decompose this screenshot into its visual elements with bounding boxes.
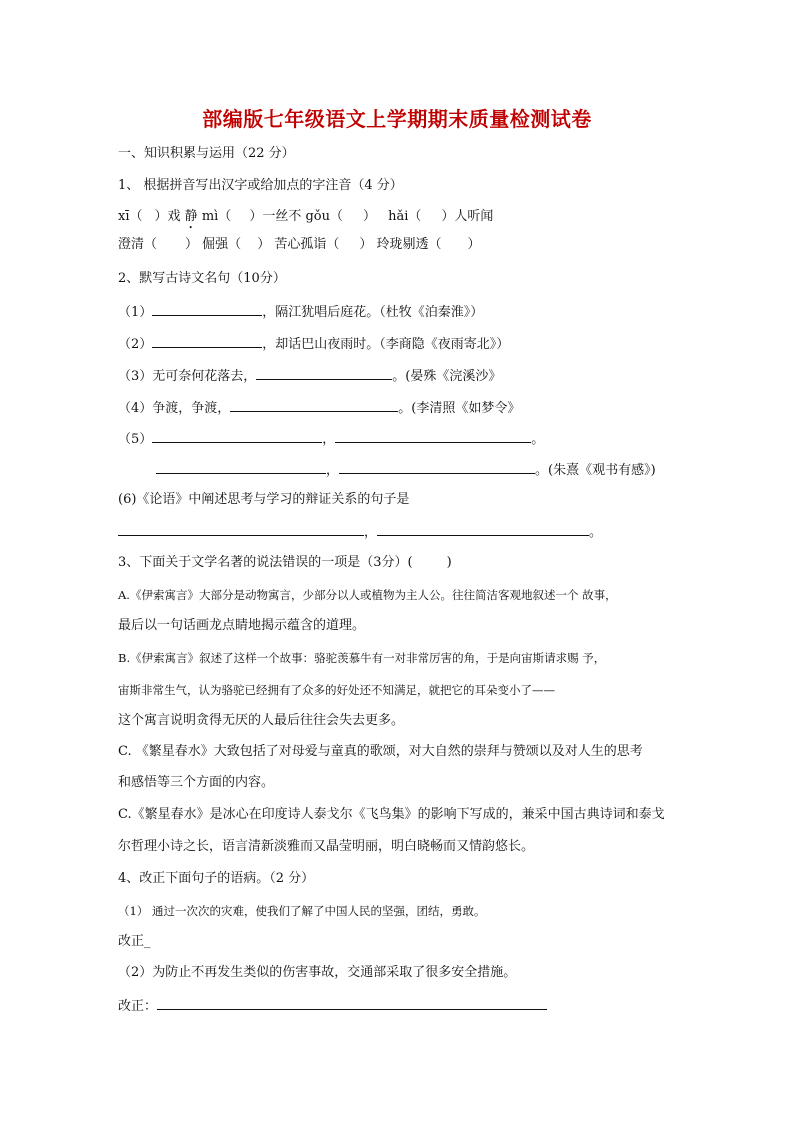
option-b-line-2: 宙斯非常生气，认为骆驼已经拥有了众多的好处还不知满足，就把它的耳朵变小了—— [118, 683, 555, 697]
answer-blank[interactable] [118, 522, 364, 536]
answer-blank[interactable] [152, 429, 322, 443]
option-c-line-1: C. 《繁星春水》大致包括了对母爱与童真的歌颂，对大自然的崇拜与赞颂以及对人生的思考 [118, 744, 643, 759]
question-1-row-1: xī（ ）戏 静 mì（ ）一丝不 gǒu（ ） hǎi（ ）人听闻 [118, 209, 494, 224]
question-4-heading: 4、改正下面句子的语病。（2 分） [118, 871, 315, 886]
answer-blank[interactable] [152, 334, 262, 348]
section-heading: 一、知识积累与运用（22 分） [118, 146, 295, 161]
question-1-row-2: 澄清（ ） 倔强（ ） 苦心孤诣（ ） 玲珑剔透（ ） [118, 237, 481, 252]
answer-blank[interactable] [157, 996, 547, 1010]
option-b-line-1: B.《伊索寓言》叙述了这样一个故事：骆驼羡慕牛有一对非常厉害的角，于是向宙斯请求赐 予， [118, 651, 606, 665]
answer-blank[interactable] [152, 302, 262, 316]
answer-blank[interactable] [377, 522, 589, 536]
correction-1: 改正_ [118, 934, 151, 949]
option-b-line-3: 这个寓言说明贪得无厌的人最后往往会失去更多。 [118, 713, 405, 728]
correction-2: 改正： [118, 996, 547, 1016]
answer-blank[interactable] [335, 429, 531, 443]
poem-line-5b: ， 。(朱熹《观书有感》) [156, 460, 656, 480]
question-2-heading: 2、默写古诗文名句（10分） [118, 271, 286, 286]
poem-line-6-answer: ， 。 [118, 522, 602, 542]
poem-line-1: （1） ，隔江犹唱后庭花。（杜牧《泊秦淮》） [118, 302, 483, 322]
pinyin-xi: xī（ [118, 209, 143, 224]
answer-blank[interactable] [156, 460, 326, 474]
option-a-line-1: A.《伊索寓言》大部分是动物寓言，少部分以人或植物为主人公。往往简洁客观地叙述一个 故事， [118, 588, 617, 602]
page-title: 部编版七年级语文上学期期末质量检测试卷 [202, 107, 592, 131]
option-a-line-2: 最后以一句话画龙点睛地揭示蕴含的道理。 [118, 618, 366, 633]
sentence-1: （1） 通过一次次的灾难，使我们了解了中国人民的坚强，团结，勇敢。 [118, 904, 486, 918]
poem-line-2: （2） ，却话巴山夜雨时。（李商隐《夜雨寄北》） [118, 334, 509, 354]
answer-blank[interactable] [339, 460, 535, 474]
poem-line-4: （4）争渡，争渡， 。(李清照《如梦令》 [118, 398, 520, 418]
option-c-line-2: 和感悟等三个方面的内容。 [118, 775, 275, 790]
poem-line-3: （3）无可奈何花落去， 。(晏殊《浣溪沙》 [118, 366, 501, 386]
dotted-char-jing: 静 [184, 209, 198, 224]
answer-blank[interactable] [230, 398, 398, 412]
question-3-heading: 3、下面关于文学名著的说法错误的一项是（3分）( ) [118, 555, 452, 570]
poem-line-5a: （5） ， 。 [118, 429, 544, 449]
poem-line-6: (6)《论语》中阐述思考与学习的辩证关系的句子是 [118, 492, 410, 507]
option-d-line-1: C.《繁星春水》是冰心在印度诗人泰戈尔《飞鸟集》的影响下写成的，兼采中国古典诗词和泰戈 [118, 807, 665, 822]
option-d-line-2: 尔哲理小诗之长，语言清新淡雅而又晶莹明丽，明白晓畅而又情韵悠长。 [118, 839, 535, 854]
sentence-2: （2）为防止不再发生类似的伤害事故，交通部采取了很多安全措施。 [118, 965, 517, 980]
question-1-heading: 1、 根据拼音写出汉字或给加点的字注音（4 分） [118, 178, 403, 193]
answer-blank[interactable] [256, 366, 392, 380]
